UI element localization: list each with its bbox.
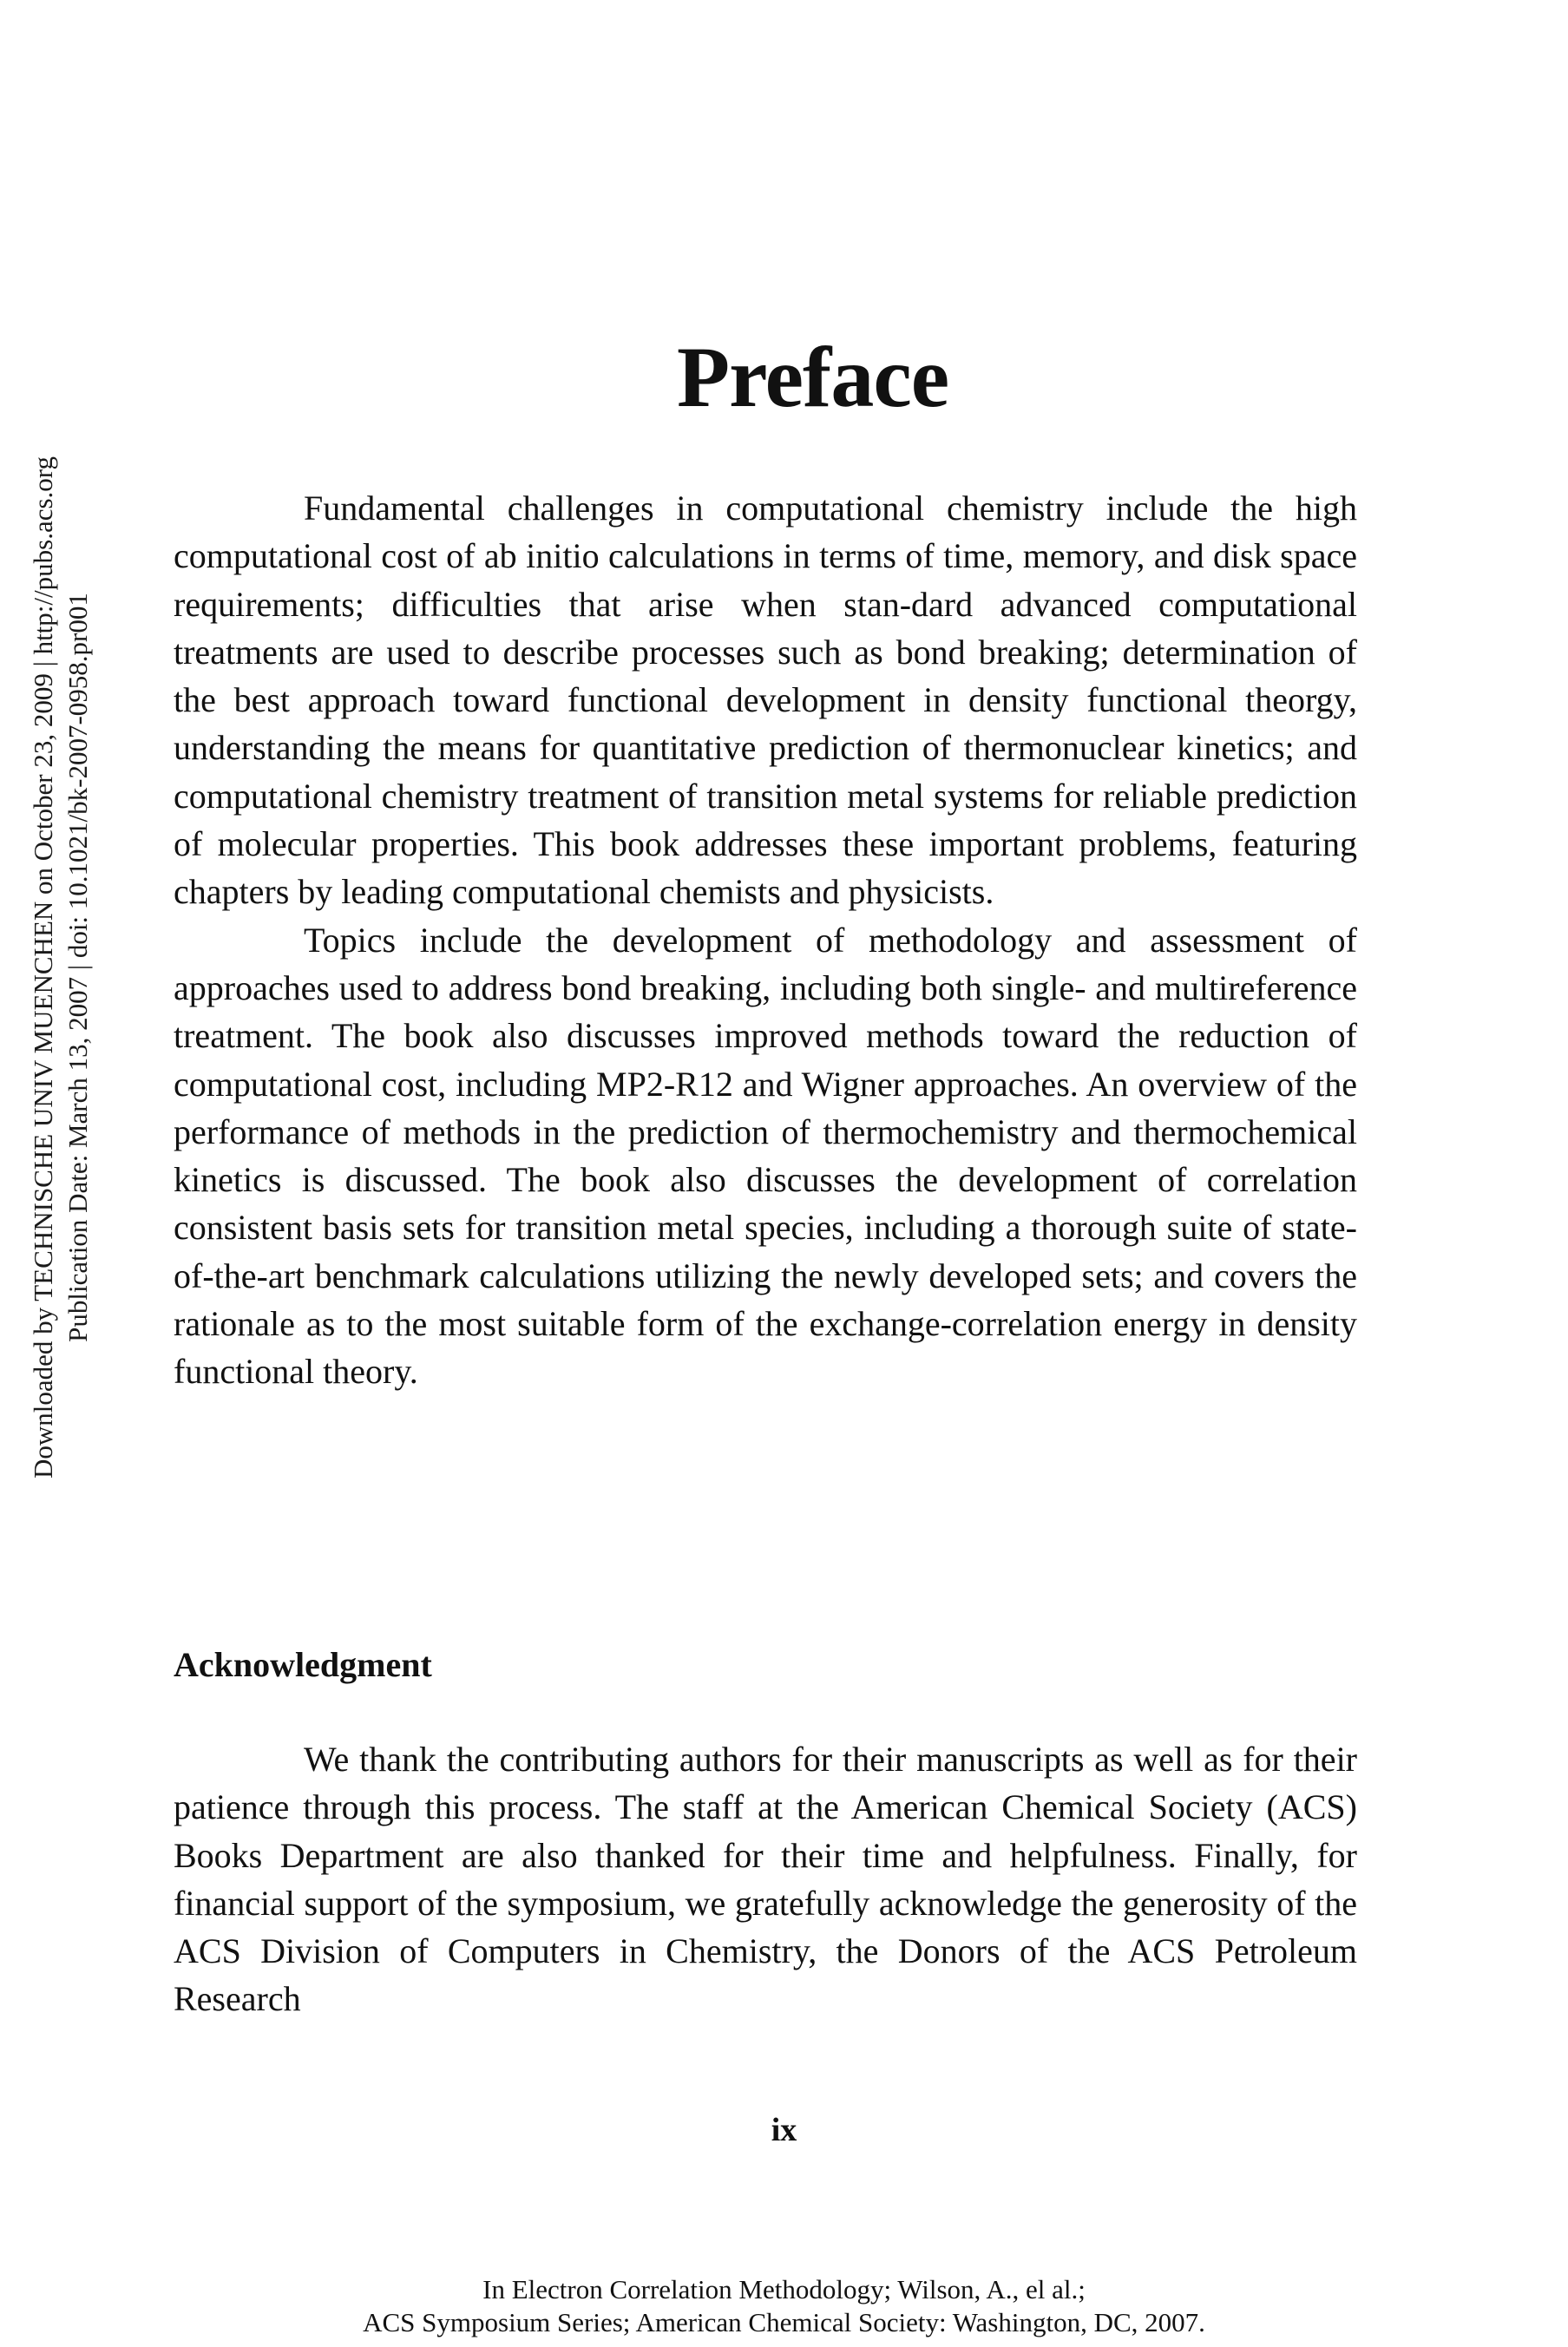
acknowledgment-heading: Acknowledgment — [174, 1645, 432, 1684]
acknowledgment-paragraph: We thank the contributing authors for their manuscripts as well as for their patience through this process. The staff at the American Chemical Society (ACS) Books Department are also thanked for their time and helpfulness. Finally, for financial support of the symposium, we gratefully acknowledge the generosity of the ACS Division of Computers in Chemistry, the Donors of the ACS Petroleum Research — [174, 1740, 1357, 2019]
citation-line-1: In Electron Correlation Methodology; Wilson, A., el al.; — [482, 2274, 1086, 2304]
page-number: ix — [771, 2112, 797, 2148]
preface-paragraph-1: Fundamental challenges in computational chemistry include the high computational cost of ab initio calculations in terms of time, memory, and disk space requirements; difficulties that arise when stan-dard advanced computational treatments are used to describe processes such as bond breaking; determination of the best approach toward functional development in density functional theorgy, understanding the means for quantitative prediction of thermonuclear kinetics; and computational chemistry treatment of transition metal systems for reliable prediction of molecular properties. This book addresses these important problems, featuring chapters by leading computational chemists and physicists. — [174, 488, 1357, 912]
preface-body — [174, 484, 1357, 1396]
page-title: Preface — [677, 329, 949, 425]
citation-footer — [0, 2273, 1568, 2339]
download-stamp-line-2: Publication Date: March 13, 2007 | doi: 10.1021/bk-2007-0958.pr001 — [62, 593, 93, 1342]
download-stamp — [26, 195, 95, 1740]
download-stamp-line-1: Downloaded by TECHNISCHE UNIV MUENCHEN on October 23, 2009 | http://pubs.acs.org — [28, 456, 58, 1479]
preface-paragraph-2: Topics include the development of methodology and assessment of approaches used to address bond breaking, including both single- and multireference treatment. The book also discusses improved methods toward the reduction of computational cost, including MP2-R12 and Wigner approaches. An overview of the performance of methods in the prediction of thermochemistry and thermochemical kinetics is discussed. The book also discusses the development of correlation consistent basis sets for transition metal species, including a thorough suite of state-of-the-art benchmark calculations utilizing the newly developed sets; and covers the rationale as to the most suitable form of the exchange-correlation energy in density functional theory. — [174, 920, 1357, 1392]
acknowledgment-body — [174, 1735, 1357, 2023]
citation-line-2: ACS Symposium Series; American Chemical Society: Washington, DC, 2007. — [363, 2307, 1205, 2337]
